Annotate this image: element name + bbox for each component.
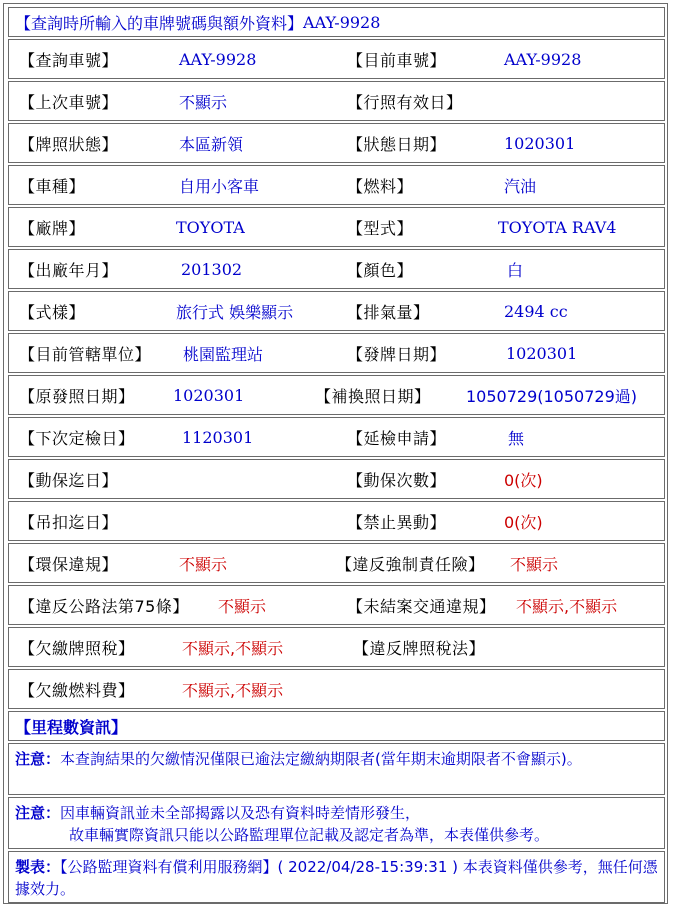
info-row [8, 249, 665, 289]
field-label: 【行照有效日】 [347, 92, 463, 112]
info-row [8, 585, 665, 625]
field-value: 201302 [181, 259, 243, 279]
field-label: 【型式】 [347, 218, 414, 238]
field-value: 不顯示 [218, 596, 267, 616]
field-label: 【燃料】 [347, 176, 414, 196]
field-label: 【車種】 [19, 176, 86, 196]
field-value: TOYOTA [176, 217, 245, 237]
info-row [8, 81, 665, 121]
field-label: 【廠牌】 [19, 218, 86, 238]
field-value: 2494 cc [504, 301, 568, 321]
field-label: 【發牌日期】 [347, 344, 447, 364]
field-label: 【補換照日期】 [315, 386, 431, 406]
field-value: 本區新領 [179, 134, 244, 154]
info-row [8, 627, 665, 667]
field-label: 【下次定檢日】 [19, 428, 135, 448]
field-value: 1020301 [504, 133, 576, 153]
field-value: 無 [508, 428, 525, 448]
field-label: 【未結案交通違規】 [347, 596, 496, 616]
info-row [8, 165, 665, 205]
field-value: 1020301 [173, 385, 245, 405]
field-value: 1050729(1050729過) [466, 386, 638, 406]
info-row [8, 375, 665, 415]
field-label: 【牌照狀態】 [19, 134, 119, 154]
field-value: 0(次) [504, 470, 543, 490]
field-label: 【欠繳牌照稅】 [19, 638, 135, 658]
field-label: 【出廠年月】 [19, 260, 119, 280]
info-row [8, 543, 665, 583]
field-value: 不顯示,不顯示 [182, 638, 284, 658]
field-label: 【欠繳燃料費】 [19, 680, 135, 700]
field-label: 【違反牌照稅法】 [353, 638, 486, 658]
field-value: 不顯示 [179, 554, 228, 574]
field-label: 【顏色】 [347, 260, 414, 280]
report-title: 【查詢時所輸入的車牌號碼與額外資料】 AAY-9928 [15, 12, 381, 33]
info-row [8, 417, 665, 457]
note-3: 製表：【公路監理資料有償利用服務網】( 2022/04/28-15:39:31 ) 本表資料僅供參考，無任何憑據效力。 [8, 851, 665, 903]
field-label: 【狀態日期】 [347, 134, 447, 154]
note-1: 注意：本查詢結果的欠繳情況僅限已逾法定繳納期限者(當年期末逾期限者不會顯示)。 [8, 743, 665, 795]
field-label: 【禁止異動】 [347, 512, 447, 532]
info-row [8, 333, 665, 373]
field-value: 1120301 [182, 427, 254, 447]
field-label: 【排氣量】 [347, 302, 430, 322]
info-row [8, 123, 665, 163]
field-value: 1020301 [506, 343, 578, 363]
info-row [8, 291, 665, 331]
field-label: 【原發照日期】 [19, 386, 135, 406]
field-label: 【吊扣迄日】 [19, 512, 119, 532]
field-label: 【查詢車號】 [19, 50, 119, 70]
field-value: 自用小客車 [179, 176, 260, 196]
info-row [8, 207, 665, 247]
mileage-label: 【里程數資訊】 [15, 717, 128, 737]
field-label: 【式樣】 [19, 302, 86, 322]
title-row [8, 7, 665, 37]
field-value: 旅行式 娛樂顯示 [176, 302, 294, 322]
field-value: 不顯示,不顯示 [516, 596, 618, 616]
field-label: 【動保次數】 [347, 470, 447, 490]
info-row [8, 459, 665, 499]
field-value: 不顯示 [510, 554, 559, 574]
field-value: 白 [507, 260, 524, 280]
field-label: 【環保違規】 [19, 554, 119, 574]
field-value: 桃園監理站 [183, 344, 264, 364]
field-value: 不顯示,不顯示 [182, 680, 284, 700]
field-value: TOYOTA RAV4 [498, 217, 617, 237]
field-value: AAY-9928 [504, 49, 582, 69]
info-row [8, 39, 665, 79]
field-label: 【動保迄日】 [19, 470, 119, 490]
field-value: 不顯示 [179, 92, 228, 112]
field-label: 【延檢申請】 [347, 428, 447, 448]
note-2: 注意：因車輛資訊並未全部揭露以及恐有資料時差情形發生， 故車輛實際資訊只能以公路監理單位記載及認定者為準，本表僅供參考。 [8, 797, 665, 849]
mileage-row [8, 711, 665, 741]
info-row [8, 669, 665, 709]
field-label: 【上次車號】 [19, 92, 119, 112]
info-row [8, 501, 665, 541]
field-label: 【目前管轄單位】 [19, 344, 152, 364]
field-label: 【目前車號】 [347, 50, 447, 70]
field-label: 【違反強制責任險】 [336, 554, 485, 574]
field-label: 【違反公路法第75條】 [19, 596, 189, 616]
field-value: AAY-9928 [179, 49, 257, 69]
field-value: 0(次) [504, 512, 543, 532]
field-value: 汽油 [504, 176, 537, 196]
